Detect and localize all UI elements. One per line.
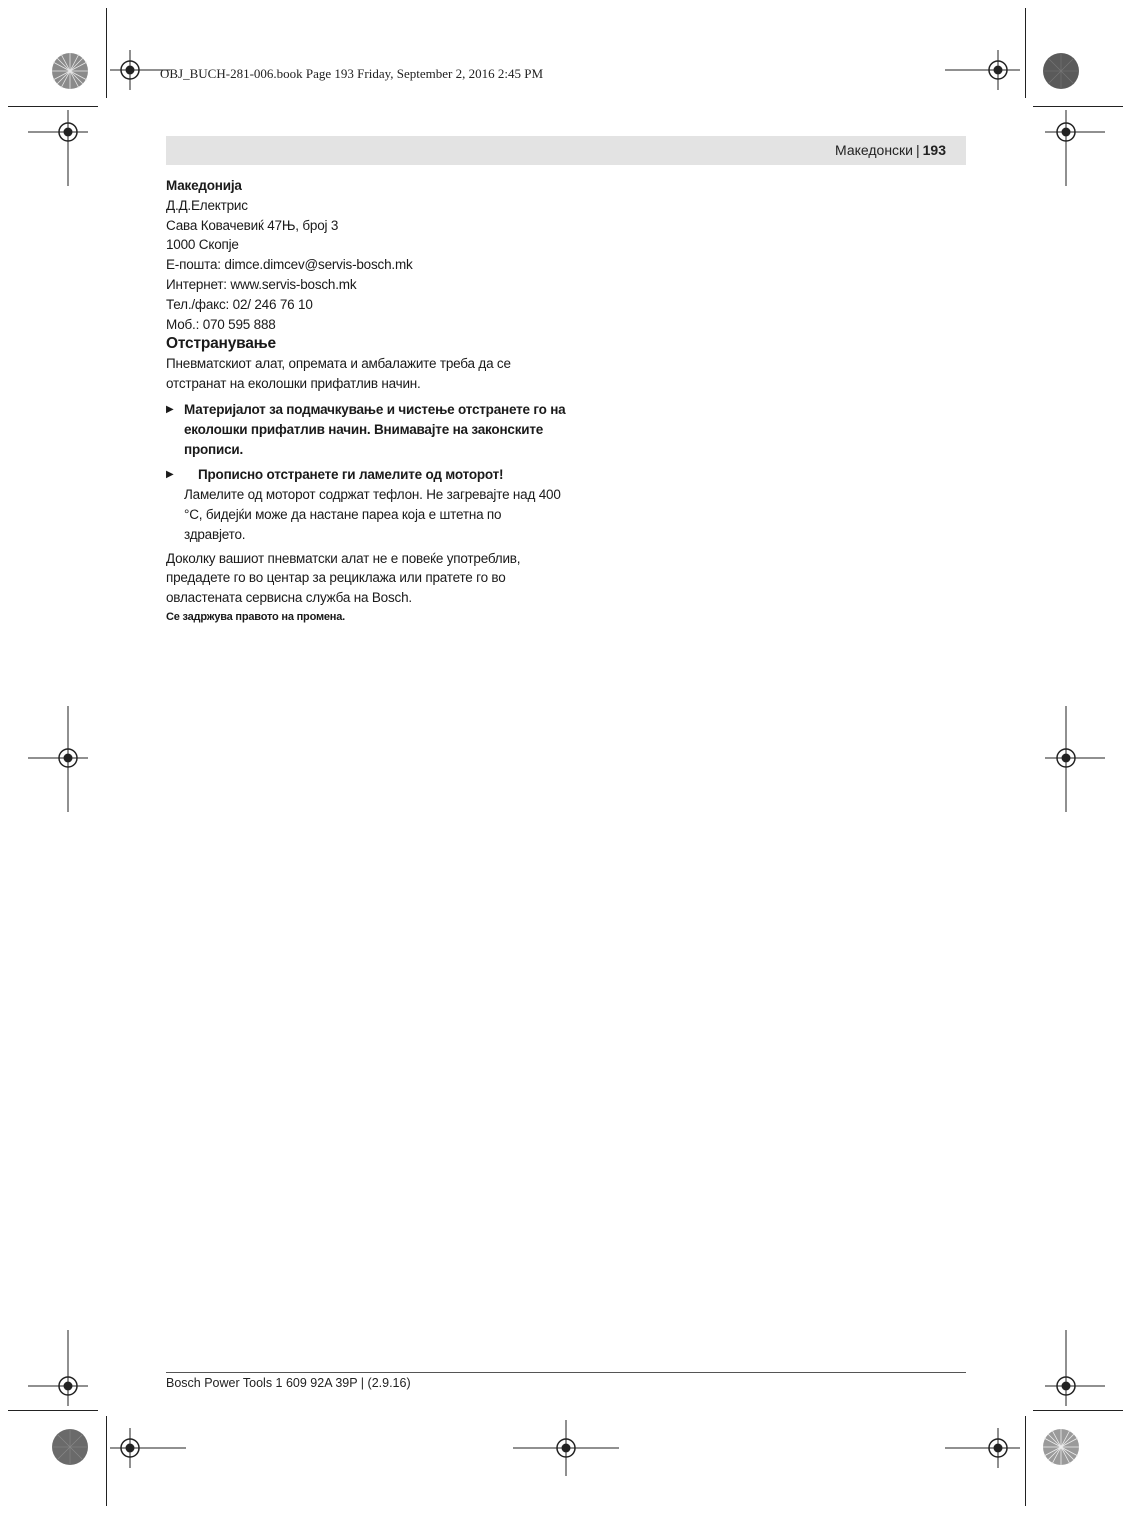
color-rosette-icon: [51, 1428, 89, 1466]
disposal-closing: Доколку вашиот пневматски алат не е повеќе употреблив, предадете го во центар за рециклажа или пратете го во овластената сервисна служба на Bosch.: [166, 550, 521, 606]
contact-line: Интернет: www.servis-bosch.mk: [166, 276, 357, 292]
registration-crosshair-icon: [110, 1428, 186, 1468]
triangle-right-icon: ▶: [166, 469, 174, 481]
registration-crosshair-icon: [945, 1428, 1020, 1468]
contact-line: Тел./факс: 02/ 246 76 10: [166, 296, 313, 312]
bullet-item: [166, 400, 566, 459]
rights-reserved-note: Се задржува правото на промена.: [166, 610, 346, 623]
registration-crosshair-icon: [513, 1420, 619, 1476]
color-rosette-icon: [1042, 1428, 1080, 1466]
header-text: [835, 142, 946, 158]
triangle-right-icon: ▶: [166, 403, 174, 415]
bullet-body-text: Ламелите од моторот содржат тефлон. Не загревајте над 400 °C, бидејќи може да настане пареа која е штетна по здравјето.: [184, 487, 561, 542]
disposal-intro: Пневматскиот алат, опремата и амбалажите треба да се отстранат на еколошки прифатлив начин.: [166, 356, 511, 392]
contact-line: Моб.: 070 595 888: [166, 316, 276, 332]
contact-block: [166, 196, 566, 335]
footer-text: Bosch Power Tools 1 609 92A 39P | (2.9.16): [166, 1376, 411, 1390]
main-content: [166, 176, 566, 628]
header-separator: |: [916, 142, 920, 158]
contact-line: Сава Ковачевиќ 47Њ, број 3: [166, 217, 339, 233]
color-rosette-icon: [51, 52, 89, 90]
section-heading: Отстранување: [166, 335, 276, 353]
registration-crosshair-icon: [28, 110, 88, 186]
contact-line: E-пошта: dimce.dimcev@servis-bosch.mk: [166, 257, 413, 273]
registration-crosshair-icon: [1045, 1330, 1105, 1406]
registration-crosshair-icon: [28, 1330, 88, 1406]
bullet-item: [166, 465, 566, 544]
registration-crosshair-icon: [28, 706, 88, 812]
registration-crosshair-icon: [1045, 706, 1105, 812]
registration-crosshair-icon: [945, 50, 1020, 90]
footer-rule: [166, 1372, 966, 1373]
running-header: [166, 136, 966, 165]
page-number: 193: [922, 142, 946, 158]
color-rosette-icon: [1042, 52, 1080, 90]
bullet-bold-text: Материјалот за подмачкување и чистење отстранете го на еколошки прифатлив начин. Внимавајте на законските прописи.: [184, 401, 566, 457]
contact-line: 1000 Скопје: [166, 237, 239, 253]
registration-crosshair-icon: [1045, 110, 1105, 186]
bullet-bold-text: Прописно отстранете ги ламелите од моторот!: [198, 467, 504, 483]
contact-line: Д.Д.Електрис: [166, 197, 248, 213]
header-section-name: Македонски: [835, 142, 913, 158]
country-heading: Македонија: [166, 178, 242, 193]
file-info-line: OBJ_BUCH-281-006.book Page 193 Friday, September 2, 2016 2:45 PM: [160, 66, 544, 81]
